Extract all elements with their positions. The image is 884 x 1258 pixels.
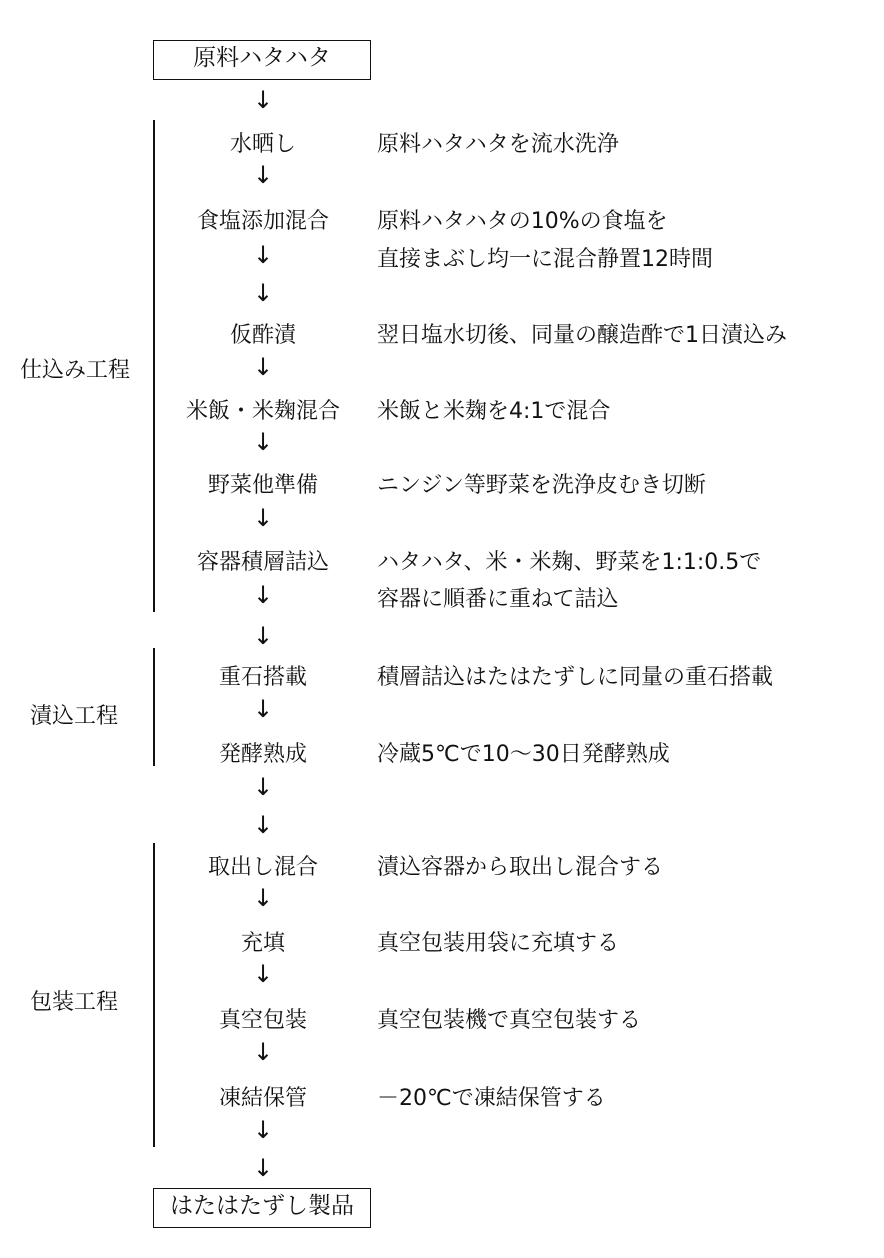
step-description: 漬込容器から取出し混合する <box>377 855 664 880</box>
final-product-box: はたはたずし製品 <box>153 1188 371 1228</box>
step-description: 米飯と米麹を4:1で混合 <box>377 399 611 424</box>
step-name: 重石搭載 <box>218 665 307 690</box>
step-description: 真空包装用袋に充填する <box>377 931 620 956</box>
step-name: 米飯・米麹混合 <box>185 399 340 424</box>
flow-arrow: ↓ <box>252 504 274 532</box>
step-description: 真空包装機で真空包装する <box>377 1008 642 1033</box>
start-material-box: 原料ハタハタ <box>153 40 371 80</box>
step-description: 原料ハタハタを流水洗浄 <box>377 132 619 157</box>
phase-label-tsukekomi: 漬込工程 <box>30 704 119 729</box>
flow-arrow: ↓ <box>252 622 274 650</box>
step-description: －20℃で凍結保管する <box>377 1086 606 1111</box>
flow-arrow: ↓ <box>252 241 274 269</box>
flow-arrow: ↓ <box>252 960 274 988</box>
step-name: 野菜他準備 <box>207 473 318 498</box>
flow-arrow: ↓ <box>252 1154 274 1182</box>
step-name: 水晒し <box>229 132 296 157</box>
step-description: ニンジン等野菜を洗浄皮むき切断 <box>377 473 706 498</box>
step-name: 凍結保管 <box>218 1086 307 1111</box>
flow-arrow: ↓ <box>252 811 274 839</box>
phase-label-housou: 包装工程 <box>30 990 119 1015</box>
step-name: 仮酢漬 <box>229 323 296 348</box>
step-name: 食塩添加混合 <box>196 209 329 234</box>
flow-arrow: ↓ <box>252 428 274 456</box>
flow-arrow: ↓ <box>252 1038 274 1066</box>
phase-label-shikomi: 仕込み工程 <box>20 358 131 383</box>
shikomi-phase-bracket <box>153 120 155 612</box>
flow-arrow: ↓ <box>252 353 274 381</box>
step-name: 真空包装 <box>218 1008 307 1033</box>
flow-arrow: ↓ <box>252 1116 274 1144</box>
flow-arrow: ↓ <box>252 773 274 801</box>
flow-arrow: ↓ <box>252 161 274 189</box>
step-description: 積層詰込はたはたずしに同量の重石搭載 <box>377 665 774 690</box>
step-description: ハタハタ、米・米麹、野菜を1:1:0.5で <box>377 550 762 575</box>
tsukekomi-phase-bracket <box>153 648 155 766</box>
step-description: 直接まぶし均一に混合静置12時間 <box>377 247 713 272</box>
step-name: 容器積層詰込 <box>196 550 329 575</box>
step-name: 取出し混合 <box>207 855 318 880</box>
step-name: 発酵熟成 <box>218 742 307 767</box>
step-name: 充填 <box>240 931 285 956</box>
flow-arrow: ↓ <box>252 884 274 912</box>
step-description: 冷蔵5℃で10～30日発酵熟成 <box>377 742 670 767</box>
flow-arrow: ↓ <box>252 581 274 609</box>
housou-phase-bracket <box>153 843 155 1147</box>
flow-arrow: ↓ <box>252 86 274 114</box>
step-description: 容器に順番に重ねて詰込 <box>377 587 619 612</box>
step-description: 原料ハタハタの10%の食塩を <box>377 209 668 234</box>
step-description: 翌日塩水切後、同量の醸造酢で1日漬込み <box>377 323 787 348</box>
flow-arrow: ↓ <box>252 695 274 723</box>
flow-arrow: ↓ <box>252 279 274 307</box>
